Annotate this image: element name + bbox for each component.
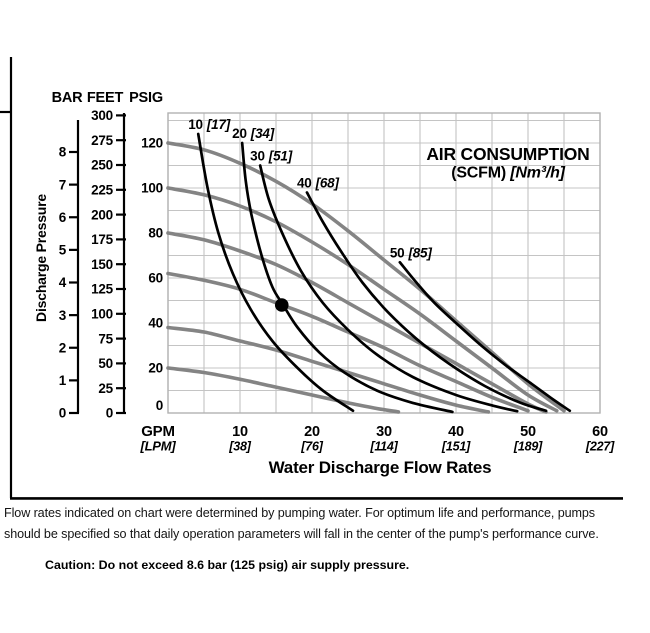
footnote-line-1: Flow rates indicated on chart were determined by pumping water. For optimum life and performance, pumps (4, 506, 595, 520)
feet-tick-label: 225 (91, 182, 113, 198)
psig-tick-label: 0 (155, 398, 163, 413)
x-tick-lpm: [38] (229, 439, 251, 454)
feet-tick-label: 50 (98, 356, 113, 372)
air-curve-label-30: 30 [51] (250, 148, 293, 164)
bar-tick-label: 0 (58, 405, 66, 421)
x-tick-gpm: 10 (232, 424, 248, 440)
x-axis-unit-secondary: [LPM] (140, 438, 176, 454)
x-tick-lpm: [76] (301, 439, 323, 454)
bar-scale (59, 120, 79, 421)
x-tick-gpm: 20 (304, 424, 320, 440)
psig-tick-label: 40 (148, 315, 163, 331)
operating-point-dot (275, 298, 289, 312)
psig-scale (141, 136, 163, 413)
x-tick-gpm: 50 (520, 424, 536, 440)
x-tick-gpm: 30 (376, 424, 392, 440)
bar-tick-label: 6 (58, 209, 66, 225)
feet-scale (91, 108, 126, 421)
air-curve-label-20: 20 [34] (232, 126, 275, 141)
air-curve-50scfm (400, 262, 570, 411)
bar-tick-label: 7 (58, 177, 66, 193)
feet-tick-label: 25 (98, 380, 113, 396)
bar-tick-label: 8 (58, 144, 66, 160)
psig-scale-header: PSIG (129, 90, 163, 106)
air-curve-label-50: 50 [85] (389, 245, 432, 261)
feet-tick-label: 300 (91, 108, 113, 124)
bar-tick-label: 3 (58, 307, 66, 323)
x-tick-lpm: [227] (585, 439, 615, 454)
bar-tick-label: 5 (58, 242, 66, 258)
feet-tick-label: 200 (91, 207, 113, 223)
air-curve-label-10: 10 [17] (188, 117, 231, 132)
bar-tick-label: 4 (58, 275, 66, 291)
feet-tick-label: 75 (98, 331, 113, 347)
feet-tick-label: 125 (91, 281, 113, 297)
x-tick-lpm: [189] (513, 439, 543, 454)
feet-tick-label: 100 (91, 306, 113, 322)
x-tick-lpm: [151] (441, 439, 471, 454)
feet-tick-label: 175 (91, 232, 113, 248)
psig-tick-label: 100 (141, 180, 163, 196)
psig-tick-label: 120 (141, 135, 163, 151)
legend-units: (SCFM) [Nm³/h] (451, 164, 565, 182)
x-axis-title: Water Discharge Flow Rates (268, 458, 492, 477)
caution-note: Caution: Do not exceed 8.6 bar (125 psig) air supply pressure. (45, 558, 410, 572)
y-axis-title: Discharge Pressure (33, 194, 49, 322)
x-tick-gpm: 60 (592, 424, 608, 440)
air-curve-label-40: 40 [68] (296, 175, 339, 191)
feet-tick-label: 0 (105, 405, 113, 421)
psig-tick-label: 80 (148, 225, 163, 241)
legend-title: AIR CONSUMPTION (426, 144, 590, 164)
bar-tick-label: 1 (58, 373, 66, 389)
bar-tick-label: 2 (58, 340, 66, 356)
x-axis-labels (139, 423, 615, 454)
psig-tick-label: 20 (148, 360, 163, 376)
feet-tick-label: 250 (91, 157, 113, 173)
bar-scale-header: BAR (51, 90, 83, 106)
x-tick-lpm: [114] (370, 439, 398, 454)
footnote-line-2: should be specified so that daily operation parameters will fall in the center of the pump's performance curve. (4, 527, 599, 541)
x-axis-unit-primary: GPM (141, 423, 175, 440)
psig-tick-label: 60 (148, 270, 163, 286)
x-tick-gpm: 40 (448, 424, 464, 440)
feet-tick-label: 150 (91, 256, 113, 272)
feet-tick-label: 275 (91, 132, 113, 148)
feet-scale-header: FEET (86, 90, 124, 106)
